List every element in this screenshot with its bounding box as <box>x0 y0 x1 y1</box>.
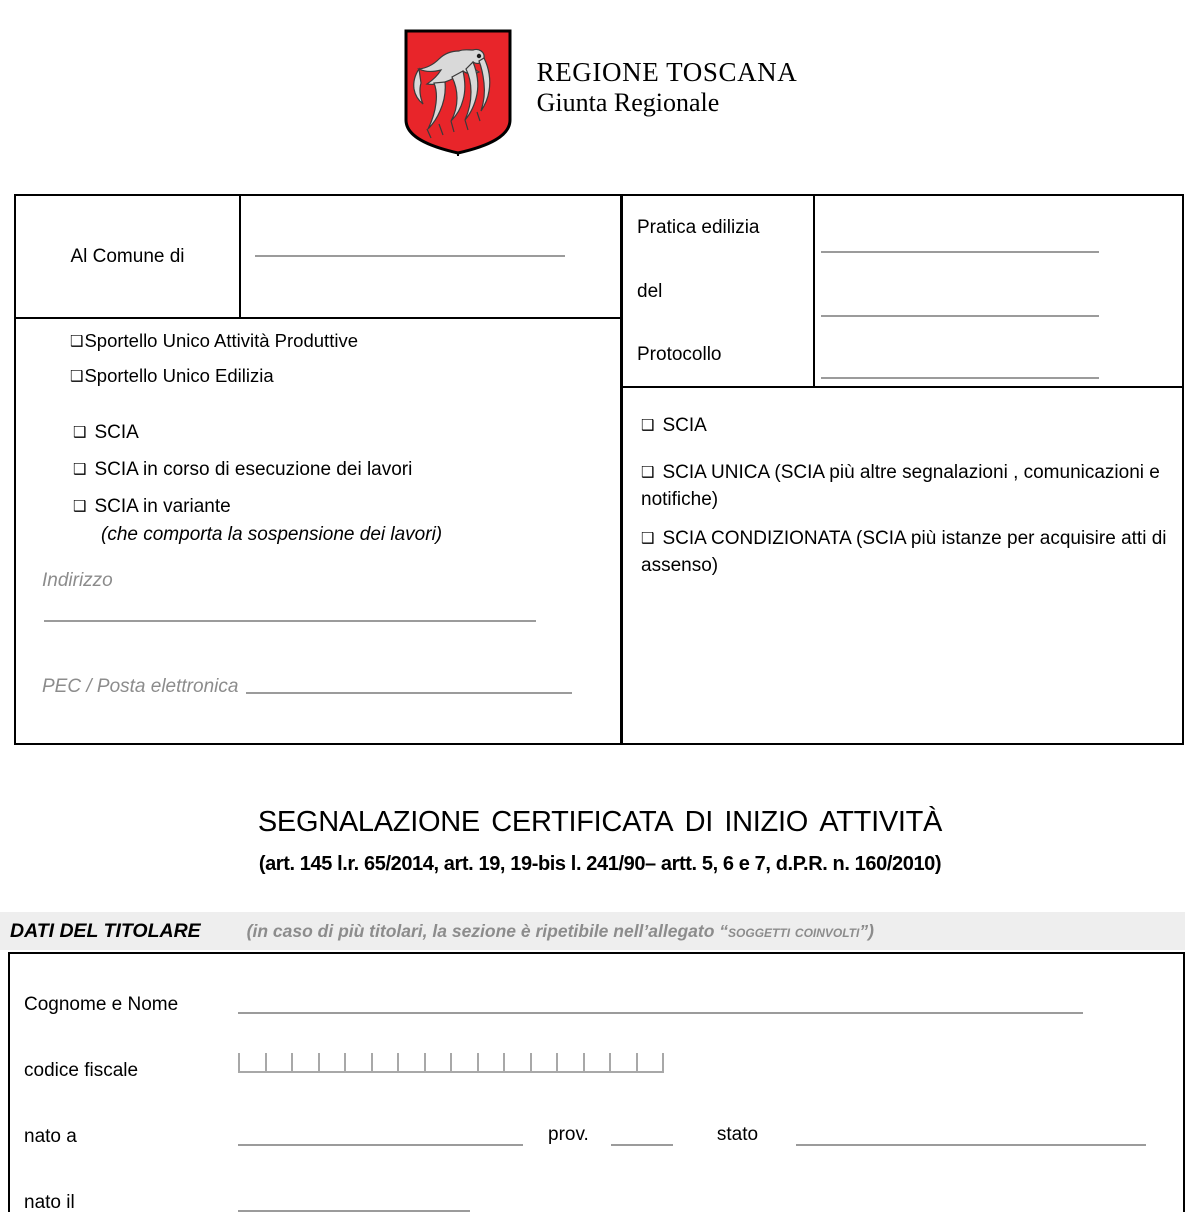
section-note-pre: (in caso di più titolari, la sezione è ripetibile nell’allegato “ <box>247 921 728 941</box>
cognome-nome-input-line[interactable] <box>238 1012 1083 1015</box>
page-subtitle: (art. 145 l.r. 65/2014, art. 19, 19-bis l. 241/90– artt. 5, 6 e 7, d.P.R. n. 160/2010) <box>0 853 1200 876</box>
prov-label: prov. <box>523 1124 589 1152</box>
codice-fiscale-label: codice fiscale <box>24 1061 238 1086</box>
codice-fiscale-cell[interactable] <box>477 1053 504 1073</box>
dati-titolare-table <box>8 952 1185 1212</box>
document-header <box>0 0 1200 175</box>
codice-fiscale-comb-end <box>662 1053 664 1073</box>
sportello-option-suap[interactable] <box>70 332 620 351</box>
contact-block <box>16 562 620 698</box>
protocollo-row <box>623 324 1182 388</box>
row-cognome-nome <box>10 954 1183 1020</box>
section-note-attachment: soggetti coinvolti <box>728 921 859 941</box>
protocollo-label: Protocollo <box>623 324 815 386</box>
pratica-edilizia-input-line[interactable] <box>821 251 1099 253</box>
sportello-options <box>16 319 620 385</box>
scia-option-in-corso-label: SCIA in corso di esecuzione dei lavori <box>94 459 412 480</box>
codice-fiscale-comb[interactable] <box>238 1053 664 1073</box>
indirizzo-input-line[interactable] <box>44 620 536 622</box>
scia-option-variante[interactable] <box>73 497 620 516</box>
codice-fiscale-cell[interactable] <box>503 1053 530 1073</box>
stato-input-line[interactable] <box>796 1144 1146 1147</box>
codice-fiscale-cell[interactable] <box>291 1053 318 1073</box>
codice-fiscale-cell[interactable] <box>583 1053 610 1073</box>
nato-a-label: nato a <box>24 1127 238 1152</box>
scia-option-variante-label: SCIA in variante <box>94 496 230 517</box>
section-note <box>201 921 874 942</box>
codice-fiscale-field[interactable] <box>238 1053 664 1086</box>
regione-toscana-crest-icon <box>403 28 513 156</box>
nato-il-label: nato il <box>24 1193 238 1212</box>
sportello-option-sue-label: Sportello Unico Edilizia <box>84 365 273 386</box>
row-nato-a <box>10 1086 1183 1152</box>
pec-row <box>42 676 620 698</box>
scia-variant-unica[interactable] <box>641 460 1182 514</box>
pratica-del-row <box>623 260 1182 324</box>
pec-input-line[interactable] <box>246 692 572 694</box>
pec-label: PEC / Posta elettronica <box>42 676 238 698</box>
pratica-edilizia-row <box>623 196 1182 260</box>
cognome-nome-field[interactable] <box>238 1012 1083 1021</box>
checkbox-icon[interactable]: ❑ <box>641 418 654 433</box>
sportello-option-sue[interactable] <box>70 367 620 386</box>
row-nato-il <box>10 1152 1183 1212</box>
codice-fiscale-cell[interactable] <box>424 1053 451 1073</box>
pratica-edilizia-label: Pratica edilizia <box>623 196 815 260</box>
org-name-primary: REGIONE TOSCANA <box>537 58 798 86</box>
pratica-edilizia-field[interactable] <box>815 196 1182 260</box>
section-title: DATI DEL TITOLARE <box>0 920 201 943</box>
pratica-del-field[interactable] <box>815 260 1182 324</box>
nato-a-input-line[interactable] <box>238 1144 523 1147</box>
recipient-table <box>14 194 622 745</box>
checkbox-icon[interactable]: ❑ <box>70 369 83 384</box>
scia-variant-base-label: SCIA <box>662 415 706 436</box>
protocollo-input-line[interactable] <box>821 377 1099 379</box>
codice-fiscale-cell[interactable] <box>530 1053 557 1073</box>
nato-a-field[interactable] <box>238 1144 523 1153</box>
comune-field[interactable] <box>241 196 620 317</box>
codice-fiscale-cell[interactable] <box>556 1053 583 1073</box>
prov-field[interactable] <box>589 1144 673 1153</box>
checkbox-icon[interactable]: ❑ <box>641 528 654 549</box>
codice-fiscale-cell[interactable] <box>609 1053 636 1073</box>
checkbox-icon[interactable]: ❑ <box>73 499 86 514</box>
section-note-post: ”) <box>859 921 874 941</box>
protocollo-field[interactable] <box>815 324 1182 386</box>
scia-variant-unica-label: SCIA UNICA (SCIA più altre segnalazioni , comunicazioni e notifiche) <box>641 462 1160 510</box>
pratica-del-label: del <box>623 260 815 324</box>
pratica-table <box>622 194 1184 745</box>
checkbox-icon[interactable]: ❑ <box>70 334 83 349</box>
codice-fiscale-cell[interactable] <box>238 1053 265 1073</box>
scia-type-options <box>16 401 620 546</box>
prov-input-line[interactable] <box>611 1144 673 1147</box>
stato-field[interactable] <box>758 1144 1146 1153</box>
indirizzo-label: Indirizzo <box>42 570 620 592</box>
cognome-nome-label: Cognome e Nome <box>24 995 238 1020</box>
scia-option-base-label: SCIA <box>94 422 138 443</box>
scia-variant-condizionata[interactable] <box>641 526 1182 580</box>
pratica-del-input-line[interactable] <box>821 315 1099 317</box>
org-name-secondary: Giunta Regionale <box>537 88 798 118</box>
codice-fiscale-cell[interactable] <box>397 1053 424 1073</box>
codice-fiscale-cell[interactable] <box>450 1053 477 1073</box>
checkbox-icon[interactable]: ❑ <box>641 462 654 483</box>
scia-option-in-corso[interactable] <box>73 460 620 479</box>
document-title-block <box>0 795 1200 876</box>
checkbox-icon[interactable]: ❑ <box>73 462 86 477</box>
codice-fiscale-cell[interactable] <box>371 1053 398 1073</box>
stato-label: stato <box>673 1124 758 1152</box>
checkbox-icon[interactable]: ❑ <box>73 425 86 440</box>
page-title: segnalazione certificata di inizio attività <box>0 795 1200 839</box>
comune-input-line[interactable] <box>255 255 565 257</box>
scia-variant-base[interactable] <box>641 416 1182 435</box>
scia-option-base[interactable] <box>73 423 620 442</box>
row-codice-fiscale <box>10 1020 1183 1086</box>
codice-fiscale-cell[interactable] <box>636 1053 663 1073</box>
scia-variant-options <box>623 388 1182 580</box>
codice-fiscale-cell[interactable] <box>265 1053 292 1073</box>
top-form-tables <box>14 194 1184 747</box>
sportello-option-suap-label: Sportello Unico Attività Produttive <box>84 330 358 351</box>
scia-variant-condizionata-label: SCIA CONDIZIONATA (SCIA più istanze per acquisire atti di assenso) <box>641 528 1166 576</box>
section-header-dati-titolare <box>0 912 1185 950</box>
comune-row <box>16 196 620 319</box>
codice-fiscale-cell[interactable] <box>344 1053 371 1073</box>
scia-variante-note: (che comporta la sospensione dei lavori) <box>73 524 620 546</box>
comune-label: Al Comune di <box>16 196 241 317</box>
codice-fiscale-cell[interactable] <box>318 1053 345 1073</box>
